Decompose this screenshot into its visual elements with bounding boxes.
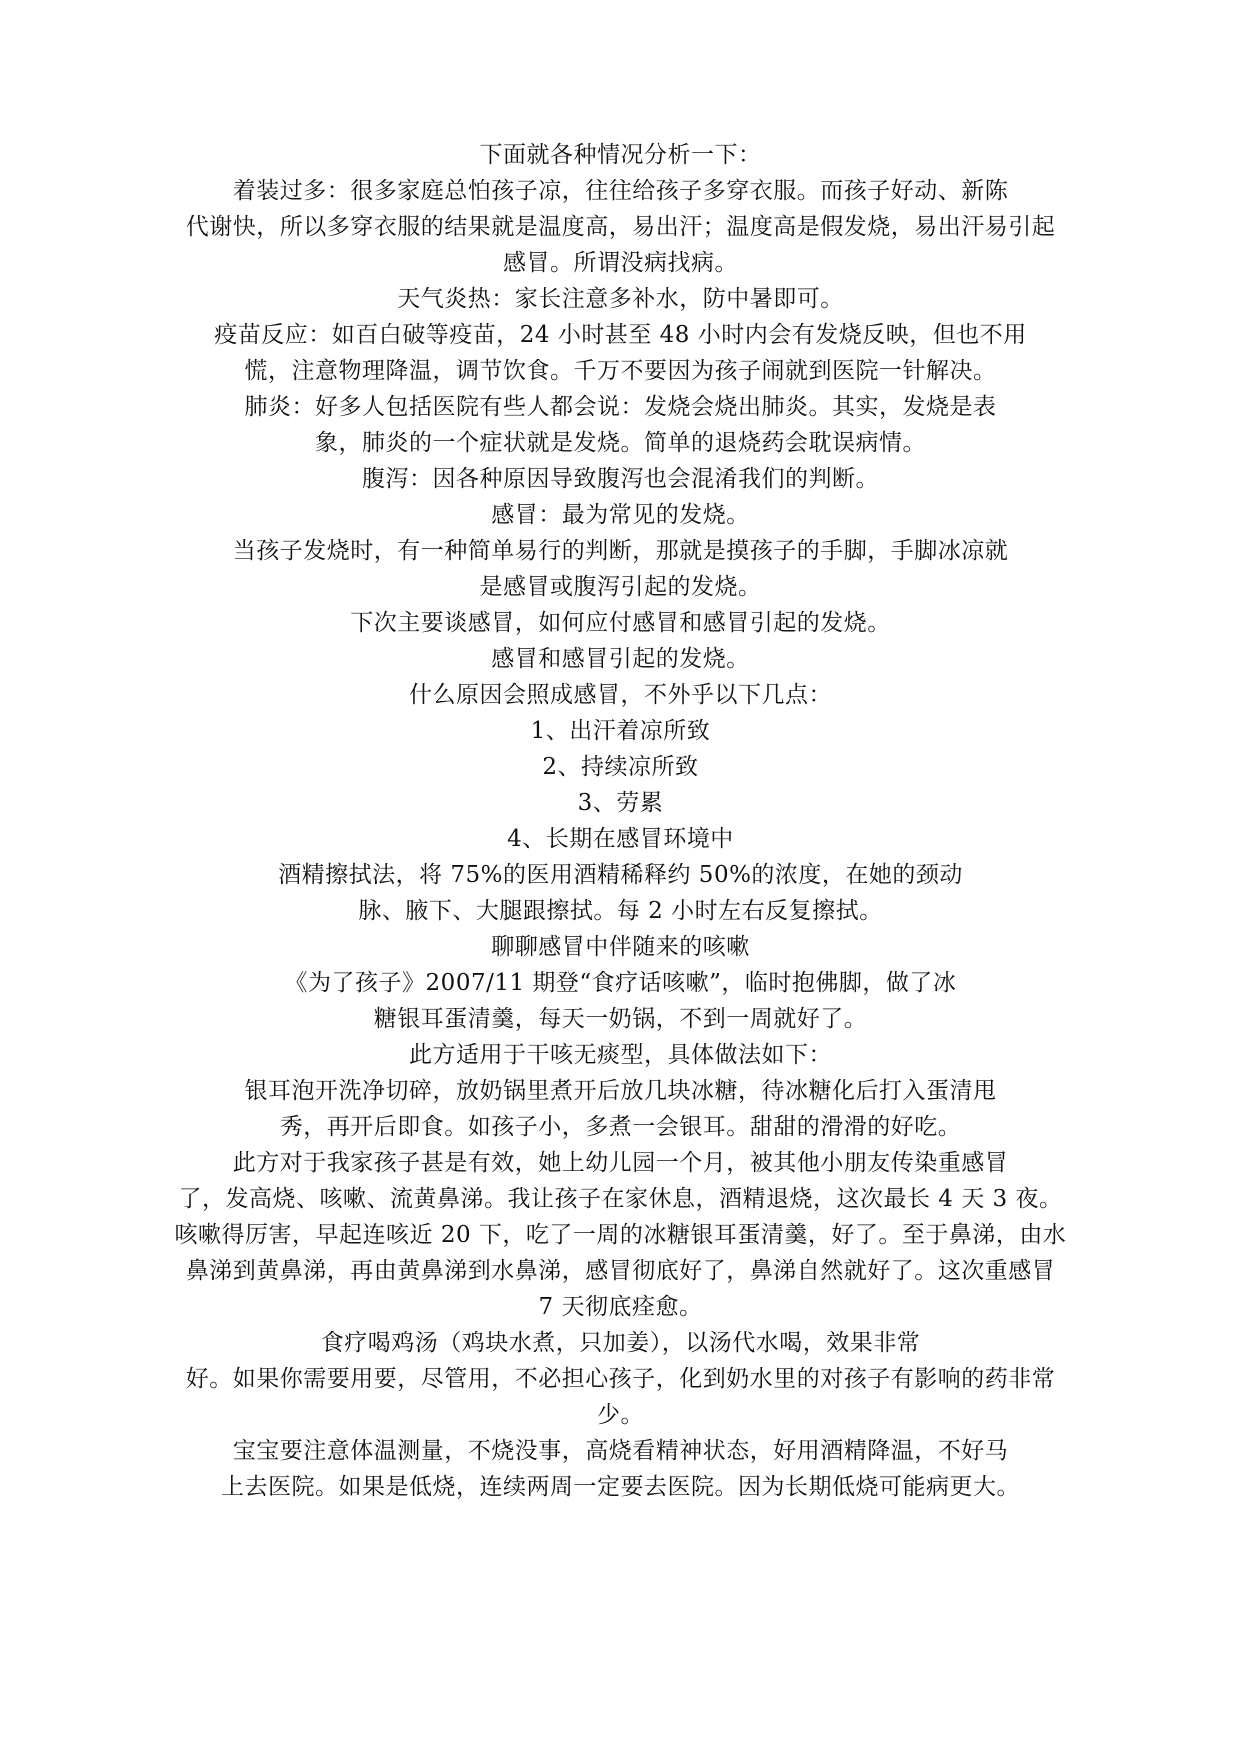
- list-item: 2、持续凉所致: [542, 754, 699, 780]
- text-line: 银耳泡开洗净切碎，放奶锅里煮开后放几块冰糖，待冰糖化后打入蛋清甩: [244, 1078, 997, 1104]
- text-line: 下次主要谈感冒，如何应付感冒和感冒引起的发烧。: [350, 610, 891, 636]
- text-line: 少。: [597, 1402, 644, 1428]
- text-line: 慌，注意物理降温，调节饮食。千万不要因为孩子闹就到医院一针解决。: [244, 358, 997, 384]
- text-line: 此方对于我家孩子甚是有效，她上幼儿园一个月，被其他小朋友传染重感冒: [232, 1150, 1009, 1176]
- text-line: 下面就各种情况分析一下：: [479, 142, 762, 168]
- text-line: 酒精擦拭法，将 75%的医用酒精稀释约 50%的浓度，在她的颈动: [278, 862, 963, 888]
- text-line: 象，肺炎的一个症状就是发烧。简单的退烧药会耽误病情。: [315, 430, 926, 456]
- text-line: 此方适用于干咳无痰型，具体做法如下：: [409, 1042, 832, 1068]
- text-line: 感冒：最为常见的发烧。: [491, 502, 750, 528]
- section-heading: 聊聊感冒中伴随来的咳嗽: [491, 934, 750, 960]
- text-line: 糖银耳蛋清羹，每天一奶锅，不到一周就好了。: [373, 1006, 868, 1032]
- text-line: 脉、腋下、大腿跟擦拭。每 2 小时左右反复擦拭。: [358, 898, 883, 924]
- text-line: 上去医院。如果是低烧，连续两周一定要去医院。因为长期低烧可能病更大。: [221, 1474, 1020, 1500]
- text-line: 《为了孩子》2007/11 期登“食疗话咳嗽”，临时抱佛脚，做了冰: [284, 970, 957, 996]
- text-line: 腹泻：因各种原因导致腹泻也会混淆我们的判断。: [362, 466, 879, 492]
- text-line: 好。如果你需要用要，尽管用，不必担心孩子，化到奶水里的对孩子有影响的药非常: [185, 1366, 1056, 1392]
- text-line: 代谢快，所以多穿衣服的结果就是温度高，易出汗；温度高是假发烧，易出汗易引起: [185, 214, 1056, 240]
- text-line: 感冒和感冒引起的发烧。: [491, 646, 750, 672]
- text-line: 咳嗽得厉害，早起连咳近 20 下，吃了一周的冰糖银耳蛋清羹，好了。至于鼻涕，由水: [174, 1222, 1067, 1248]
- text-line: 了，发高烧、咳嗽、流黄鼻涕。我让孩子在家休息，酒精退烧，这次最长 4 天 3 夜。: [178, 1186, 1063, 1212]
- text-line: 鼻涕到黄鼻涕，再由黄鼻涕到水鼻涕，感冒彻底好了，鼻涕自然就好了。这次重感冒: [185, 1258, 1056, 1284]
- text-line: 是感冒或腹泻引起的发烧。: [479, 574, 762, 600]
- text-line: 宝宝要注意体温测量，不烧没事，高烧看精神状态，好用酒精降温，不好马: [232, 1438, 1009, 1464]
- text-line: 食疗喝鸡汤（鸡块水煮，只加姜），以汤代水喝，效果非常: [320, 1330, 921, 1356]
- text-line: 7 天彻底痊愈。: [538, 1294, 703, 1320]
- text-line: 秀，再开后即食。如孩子小，多煮一会银耳。甜甜的滑滑的好吃。: [279, 1114, 962, 1140]
- text-line: 着装过多：很多家庭总怕孩子凉，往往给孩子多穿衣服。而孩子好动、新陈: [232, 178, 1009, 204]
- text-line: 当孩子发烧时，有一种简单易行的判断，那就是摸孩子的手脚，手脚冰凉就: [232, 538, 1009, 564]
- list-item: 4、长期在感冒环境中: [507, 826, 734, 852]
- text-line: 疫苗反应：如百白破等疫苗，24 小时甚至 48 小时内会有发烧反映，但也不用: [214, 322, 1027, 348]
- text-line: 感冒。所谓没病找病。: [503, 250, 738, 276]
- text-line: 什么原因会照成感冒，不外乎以下几点：: [409, 682, 832, 708]
- text-line: 肺炎：好多人包括医院有些人都会说：发烧会烧出肺炎。其实，发烧是表: [244, 394, 997, 420]
- list-item: 1、出汗着凉所致: [530, 718, 711, 744]
- list-item: 3、劳累: [577, 790, 664, 816]
- text-line: 天气炎热：家长注意多补水，防中暑即可。: [397, 286, 844, 312]
